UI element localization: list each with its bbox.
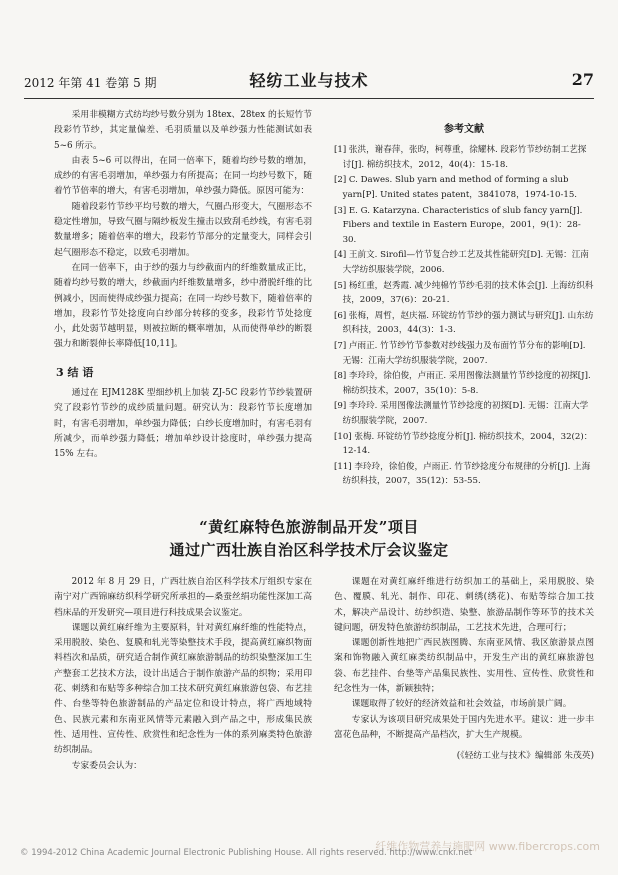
conclusion-paragraph: 通过在 EJM128K 型细纱机上加装 ZJ-5C 段彩竹节纱装置研究了段彩竹节纱的成纱质量问题。研究认为：段彩竹节长度增加时，有害毛羽增加，单纱强力降低；白纱长度增加时，有害毛羽有所减少，而单纱强力降低；增加单纱设计捻度时，单纱强力提高 15% 左右。 (54, 388, 312, 460)
page-number: 27 (571, 70, 594, 89)
article-left-column (54, 108, 312, 463)
news-left-column (54, 575, 312, 774)
reference-item: [6] 张梅，周哲，赵庆福. 环锭纺竹节纱的强力测试与研究[J]. 山东纺织科技，2003，44(3)：1-3. (334, 310, 594, 336)
news-paragraph: 课题取得了较好的经济效益和社会效益，市场前景广阔。 (351, 699, 572, 710)
body-paragraph: 由表 5~6 可以得出，在同一倍率下，随着均纱号数的增加，成纱的有害毛羽增加，单纱强力有所提高；在同一均纱号数下，随着竹节倍率的增大，有害毛羽增加，单纱强力降低。原因可能为： (54, 155, 312, 197)
news-signature: (《轻纺工业与技术》编辑部 朱茂英) (456, 751, 594, 762)
news-right-column (334, 575, 594, 765)
reference-item: [4] 王前文. Sirofil—竹节复合纱工艺及其性能研究[D]. 无锡：江南大学纺织服装学院，2006. (334, 250, 589, 276)
reference-item: [3] E. G. Katarzyna. Characteristics of slub fancy yarn[J]. Fibers and textile in Eastern Europe，2001，9(1)：28-30. (334, 205, 583, 245)
news-title-line: 通过广西壮族自治区科学技术厅会议鉴定 (169, 541, 449, 559)
references-column (334, 108, 594, 490)
body-paragraph: 在同一倍率下，由于纱的强力与纱截面内的纤维数量成正比，随着均纱号数的增大，纱截面内纤维数量增多，纱中滑脱纤维的比例减小，因而使得成纱强力提高；在同一均纱号数下，随着倍率的增加，段彩竹节处捻度向白纱部分转移的变多，段彩竹节处捻度小，此处弱节越明显，则被拉断的概率增加，从而使得单纱的断裂强力和断裂伸长率降低[10,11]。 (54, 262, 312, 350)
journal-title: 轻纺工业与技术 (249, 71, 369, 90)
news-paragraph: 课题创新性地把广西民族图腾、东南亚风情、我区旅游景点图案和饰物融入黄红麻类纺织制品中，开发生产出的黄红麻旅游包袋、布艺挂件、台垫等产品集民族性、实用性、宣传性、欣赏性和纪念性为一体，新颖独特； (334, 638, 594, 695)
reference-item: [9] 李玲玲. 采用图像法测量竹节纱捻度的初探[D]. 无锡：江南大学纺织服装学院，2007. (334, 401, 589, 426)
watermark: 纤维作物营养与施肥网 www.fibercrops.com (375, 840, 600, 853)
reference-item: [1] 张洪，谢春萍，张昀，柯尊重，徐耀林. 段彩竹节纱纺制工艺探讨[J]. 棉纺织技术，2012，40(4)：15-18. (334, 145, 587, 170)
news-title-line: “黄红麻特色旅游制品开发”项目 (199, 518, 419, 536)
body-paragraph: 采用非模糊方式纺均纱号数分别为 18tex、28tex 的长短竹节段彩竹节纱，其定量偏差、毛羽质量以及单纱强力性能测试如表 5~6 所示。 (54, 110, 312, 151)
news-paragraph: 课题在对黄红麻纤维进行纺织加工的基础上，采用脱胶、染色、覆膜、轧光、制作、印花、刺绣(绣花)、布贴等综合加工技术，解决产品设计、纺纱织造、染整、旅游品制作等环节的技术关键问题，研发特色旅游纺织制品，工艺技术先进，合理可行； (334, 577, 594, 633)
news-paragraph: 2012 年 8 月 29 日，广西壮族自治区科学技术厅组织专家在南宁对广西锦麻纺织科学研究所承担的—桑蚕丝绢功能性深加工高档床品的开发研究—项目进行科技成果会议鉴定。 (54, 577, 312, 618)
references-title: 参考文献 (444, 124, 484, 135)
body-paragraph: 随着段彩竹节纱平均号数的增大，气圈凸形变大，气圈形态不稳定性增加，导致气圈与隔纱板发生撞击以致刮毛纱线，有害毛羽数量增多；随着倍率的增大，段彩竹节部分的定量变大，同样会引起气圈形态不稳定，以致毛羽增加。 (54, 201, 312, 258)
reference-item: [7] 卢雨正. 竹节纱竹节参数对纱线强力及布面竹节分布的影响[D]. 无锡：江南大学纺织服装学院，2007. (334, 341, 586, 366)
news-paragraph: 专家委员会认为： (71, 760, 142, 771)
reference-item: [2] C. Dawes. Slub yarn and method of forming a slub yarn[P]. United states patent，3841078，1974-10-15. (334, 175, 578, 201)
news-paragraph: 专家认为该项目研究成果处于国内先进水平。建议：进一步丰富花色品种，不断提高产品档次，扩大生产规模。 (334, 714, 594, 740)
reference-item: [8] 李玲玲，徐伯俊，卢雨正. 采用图像法测量竹节纱捻度的初探[J]. 棉纺织技术，2007，35(10)：5-8. (334, 371, 591, 396)
news-title (0, 516, 618, 562)
conclusion-heading: 3 结 语 (56, 365, 94, 379)
page-header (24, 62, 594, 98)
header-rule (24, 98, 594, 99)
issue-label: 2012 年第 41 卷第 5 期 (24, 76, 157, 90)
copyright-footer: © 1994-2012 China Academic Journal Electronic Publishing House. All rights reserved. http://www.cnki.net (20, 848, 473, 858)
reference-item: [11] 李玲玲，徐伯俊，卢雨正. 竹节纱捻度分布规律的分析[J]. 上海纺织科技，2007，35(12)：53-55. (334, 461, 591, 487)
news-paragraph: 课题以黄红麻纤维为主要原料，针对黄红麻纤维的性能特点，采用脱胶、染色、复膜和轧光等染整技术手段，提高黄红麻织物面料档次和品质，研究适合制作黄红麻旅游制品的纺织染整深加工生产整套工艺技术方法，设计出适合于制作旅游产品的织物；采用印花、刺绣和布贴等多种综合加工技术研究黄红麻旅游包袋、布艺挂件、台垫等特色旅游制品的产品定位和设计特点，将广西地域特色、民族元素和东南亚风情等元素融入到产品之中，形成集民族性、适用性、宣传性、欣赏性和纪念性为一体的系列麻类特色旅游纺织制品。 (54, 622, 312, 756)
reference-item: [10] 张梅. 环锭纺竹节纱捻度分析[J]. 棉纺织技术，2004，32(2)：12-14. (334, 431, 593, 457)
reference-item: [5] 杨红重，赵秀霞. 减少纯棉竹节纱毛羽的技术体会[J]. 上海纺织科技，2009，37(6)：20-21. (334, 280, 594, 306)
